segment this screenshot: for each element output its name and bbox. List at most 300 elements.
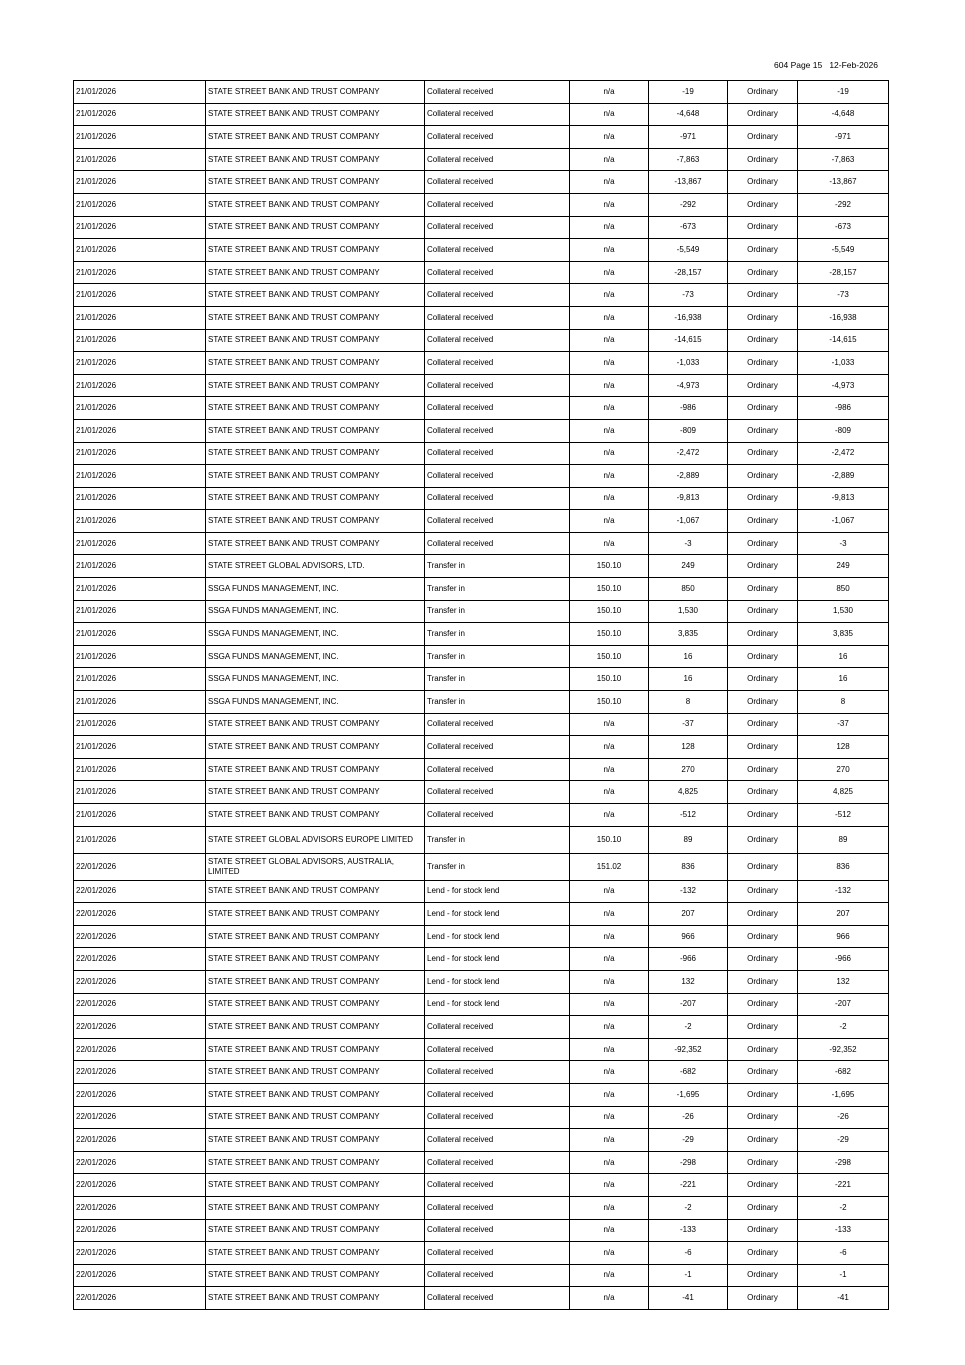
consideration-cell: n/a [570,487,649,510]
quantity-cell: -1,033 [649,352,728,375]
quantity-cell: -29 [649,1129,728,1152]
quantity-cell: -13,867 [649,171,728,194]
table-row [74,419,889,442]
quantity-cell: -221 [649,1174,728,1197]
quantity-cell: -1,067 [649,510,728,533]
date-cell: 21/01/2026 [74,103,206,126]
nature-cell: Collateral received [425,374,570,397]
consideration-cell: n/a [570,397,649,420]
table-row [74,1129,889,1152]
quantity-cell: 836 [649,853,728,880]
consideration-cell: 151.02 [570,853,649,880]
page-number: Page 15 [790,60,823,70]
consideration-cell: n/a [570,1264,649,1287]
votes-cell: 3,835 [798,623,889,646]
quantity-cell: -37 [649,713,728,736]
votes-cell: -19 [798,81,889,104]
person-cell: STATE STREET BANK AND TRUST COMPANY [206,1242,425,1265]
votes-cell: -29 [798,1129,889,1152]
nature-cell: Collateral received [425,736,570,759]
date-cell: 22/01/2026 [74,1219,206,1242]
consideration-cell: n/a [570,736,649,759]
date-cell: 21/01/2026 [74,284,206,307]
date-cell: 21/01/2026 [74,758,206,781]
person-cell: STATE STREET BANK AND TRUST COMPANY [206,1083,425,1106]
consideration-cell: n/a [570,1219,649,1242]
consideration-cell: n/a [570,1151,649,1174]
table-row [74,397,889,420]
quantity-cell: -92,352 [649,1038,728,1061]
quantity-cell: 850 [649,578,728,601]
nature-cell: Lend - for stock lend [425,948,570,971]
nature-cell: Collateral received [425,465,570,488]
date-cell: 22/01/2026 [74,993,206,1016]
votes-cell: -298 [798,1151,889,1174]
table-row [74,1174,889,1197]
votes-cell: -986 [798,397,889,420]
table-row [74,442,889,465]
nature-cell: Lend - for stock lend [425,903,570,926]
date-cell: 21/01/2026 [74,261,206,284]
votes-cell: 16 [798,668,889,691]
class-cell: Ordinary [728,284,798,307]
class-cell: Ordinary [728,442,798,465]
consideration-cell: 150.10 [570,623,649,646]
class-cell: Ordinary [728,126,798,149]
quantity-cell: -2,472 [649,442,728,465]
consideration-cell: n/a [570,1196,649,1219]
table-row [74,306,889,329]
consideration-cell: n/a [570,948,649,971]
consideration-cell: n/a [570,374,649,397]
date-cell: 21/01/2026 [74,306,206,329]
table-row [74,555,889,578]
person-cell: STATE STREET BANK AND TRUST COMPANY [206,736,425,759]
class-cell: Ordinary [728,374,798,397]
consideration-cell: n/a [570,171,649,194]
class-cell: Ordinary [728,171,798,194]
table-row [74,352,889,375]
consideration-cell: n/a [570,103,649,126]
person-cell: STATE STREET BANK AND TRUST COMPANY [206,510,425,533]
quantity-cell: 89 [649,826,728,853]
votes-cell: 836 [798,853,889,880]
quantity-cell: 4,825 [649,781,728,804]
date-cell: 21/01/2026 [74,804,206,827]
nature-cell: Collateral received [425,510,570,533]
class-cell: Ordinary [728,1129,798,1152]
votes-cell: -1,695 [798,1083,889,1106]
consideration-cell: n/a [570,532,649,555]
person-cell: STATE STREET BANK AND TRUST COMPANY [206,903,425,926]
table-row [74,578,889,601]
person-cell: SSGA FUNDS MANAGEMENT, INC. [206,645,425,668]
consideration-cell: n/a [570,81,649,104]
class-cell: Ordinary [728,880,798,903]
consideration-cell: n/a [570,1061,649,1084]
nature-cell: Collateral received [425,306,570,329]
person-cell: STATE STREET BANK AND TRUST COMPANY [206,487,425,510]
nature-cell: Collateral received [425,103,570,126]
nature-cell: Lend - for stock lend [425,880,570,903]
nature-cell: Collateral received [425,1242,570,1265]
quantity-cell: 132 [649,970,728,993]
table-row [74,465,889,488]
quantity-cell: 270 [649,758,728,781]
table-row [74,284,889,307]
nature-cell: Transfer in [425,668,570,691]
consideration-cell: n/a [570,306,649,329]
table-row [74,1264,889,1287]
date-cell: 21/01/2026 [74,374,206,397]
table-row [74,1242,889,1265]
consideration-cell: n/a [570,1106,649,1129]
date-cell: 22/01/2026 [74,1287,206,1310]
person-cell: STATE STREET BANK AND TRUST COMPANY [206,239,425,262]
date-cell: 21/01/2026 [74,171,206,194]
person-cell: STATE STREET BANK AND TRUST COMPANY [206,171,425,194]
class-cell: Ordinary [728,1038,798,1061]
votes-cell: -37 [798,713,889,736]
nature-cell: Collateral received [425,532,570,555]
votes-cell: -132 [798,880,889,903]
nature-cell: Transfer in [425,578,570,601]
class-cell: Ordinary [728,600,798,623]
quantity-cell: 966 [649,925,728,948]
nature-cell: Transfer in [425,853,570,880]
person-cell: STATE STREET GLOBAL ADVISORS, LTD. [206,555,425,578]
quantity-cell: -971 [649,126,728,149]
table-row [74,1151,889,1174]
consideration-cell: n/a [570,1038,649,1061]
person-cell: STATE STREET BANK AND TRUST COMPANY [206,1038,425,1061]
nature-cell: Collateral received [425,419,570,442]
table-row [74,623,889,646]
consideration-cell: n/a [570,216,649,239]
quantity-cell: -28,157 [649,261,728,284]
class-cell: Ordinary [728,532,798,555]
votes-cell: 89 [798,826,889,853]
quantity-cell: 3,835 [649,623,728,646]
date-cell: 21/01/2026 [74,487,206,510]
quantity-cell: -207 [649,993,728,1016]
date-cell: 22/01/2026 [74,1129,206,1152]
table-row [74,925,889,948]
class-cell: Ordinary [728,1151,798,1174]
nature-cell: Collateral received [425,487,570,510]
class-cell: Ordinary [728,736,798,759]
nature-cell: Collateral received [425,1016,570,1039]
consideration-cell: 150.10 [570,600,649,623]
quantity-cell: 207 [649,903,728,926]
nature-cell: Collateral received [425,1129,570,1152]
votes-cell: -966 [798,948,889,971]
table-row [74,600,889,623]
quantity-cell: -41 [649,1287,728,1310]
date-cell: 21/01/2026 [74,623,206,646]
class-cell: Ordinary [728,1196,798,1219]
person-cell: STATE STREET GLOBAL ADVISORS EUROPE LIMITED [206,826,425,853]
consideration-cell: n/a [570,126,649,149]
class-cell: Ordinary [728,216,798,239]
consideration-cell: n/a [570,880,649,903]
quantity-cell: -5,549 [649,239,728,262]
consideration-cell: n/a [570,970,649,993]
consideration-cell: n/a [570,148,649,171]
class-cell: Ordinary [728,510,798,533]
quantity-cell: -298 [649,1151,728,1174]
table-row [74,329,889,352]
consideration-cell: n/a [570,352,649,375]
person-cell: STATE STREET BANK AND TRUST COMPANY [206,81,425,104]
quantity-cell: 1,530 [649,600,728,623]
votes-cell: -28,157 [798,261,889,284]
person-cell: STATE STREET BANK AND TRUST COMPANY [206,1016,425,1039]
person-cell: STATE STREET BANK AND TRUST COMPANY [206,103,425,126]
person-cell: STATE STREET BANK AND TRUST COMPANY [206,193,425,216]
table-row [74,1083,889,1106]
person-cell: STATE STREET BANK AND TRUST COMPANY [206,781,425,804]
person-cell: STATE STREET BANK AND TRUST COMPANY [206,1287,425,1310]
class-cell: Ordinary [728,623,798,646]
table-row [74,487,889,510]
quantity-cell: -14,615 [649,329,728,352]
votes-cell: -92,352 [798,1038,889,1061]
consideration-cell: n/a [570,1174,649,1197]
consideration-cell: 150.10 [570,668,649,691]
consideration-cell: n/a [570,903,649,926]
person-cell: STATE STREET BANK AND TRUST COMPANY [206,1219,425,1242]
votes-cell: 4,825 [798,781,889,804]
date-cell: 21/01/2026 [74,442,206,465]
class-cell: Ordinary [728,970,798,993]
person-cell: STATE STREET BANK AND TRUST COMPANY [206,329,425,352]
quantity-cell: -3 [649,532,728,555]
quantity-cell: -1 [649,1264,728,1287]
nature-cell: Collateral received [425,352,570,375]
class-cell: Ordinary [728,352,798,375]
nature-cell: Transfer in [425,623,570,646]
date-cell: 21/01/2026 [74,239,206,262]
consideration-cell: 150.10 [570,645,649,668]
nature-cell: Collateral received [425,397,570,420]
class-cell: Ordinary [728,148,798,171]
date-cell: 21/01/2026 [74,555,206,578]
votes-cell: -73 [798,284,889,307]
votes-cell: -7,863 [798,148,889,171]
votes-cell: 207 [798,903,889,926]
date-cell: 21/01/2026 [74,352,206,375]
nature-cell: Collateral received [425,261,570,284]
date-cell: 22/01/2026 [74,970,206,993]
date-cell: 22/01/2026 [74,1083,206,1106]
consideration-cell: n/a [570,993,649,1016]
class-cell: Ordinary [728,465,798,488]
date-cell: 21/01/2026 [74,419,206,442]
nature-cell: Lend - for stock lend [425,925,570,948]
consideration-cell: n/a [570,1129,649,1152]
person-cell: STATE STREET BANK AND TRUST COMPANY [206,1151,425,1174]
quantity-cell: -7,863 [649,148,728,171]
class-cell: Ordinary [728,826,798,853]
table-row [74,1016,889,1039]
votes-cell: -207 [798,993,889,1016]
quantity-cell: -292 [649,193,728,216]
nature-cell: Collateral received [425,239,570,262]
class-cell: Ordinary [728,1264,798,1287]
consideration-cell: n/a [570,329,649,352]
page-header [0,60,878,70]
nature-cell: Collateral received [425,1219,570,1242]
nature-cell: Transfer in [425,645,570,668]
consideration-cell: n/a [570,804,649,827]
person-cell: SSGA FUNDS MANAGEMENT, INC. [206,668,425,691]
nature-cell: Collateral received [425,1174,570,1197]
votes-cell: -292 [798,193,889,216]
quantity-cell: -512 [649,804,728,827]
nature-cell: Lend - for stock lend [425,970,570,993]
votes-cell: 249 [798,555,889,578]
quantity-cell: -4,973 [649,374,728,397]
nature-cell: Collateral received [425,148,570,171]
table-row [74,826,889,853]
class-cell: Ordinary [728,193,798,216]
quantity-cell: 249 [649,555,728,578]
table-row [74,532,889,555]
date-cell: 21/01/2026 [74,691,206,714]
date-cell: 21/01/2026 [74,600,206,623]
person-cell: STATE STREET BANK AND TRUST COMPANY [206,374,425,397]
table-row [74,903,889,926]
consideration-cell: n/a [570,510,649,533]
consideration-cell: n/a [570,1016,649,1039]
table-row [74,668,889,691]
person-cell: STATE STREET BANK AND TRUST COMPANY [206,1129,425,1152]
date-cell: 22/01/2026 [74,1151,206,1174]
class-cell: Ordinary [728,261,798,284]
class-cell: Ordinary [728,1016,798,1039]
votes-cell: 270 [798,758,889,781]
date-cell: 22/01/2026 [74,1242,206,1265]
votes-cell: -5,549 [798,239,889,262]
date-cell: 21/01/2026 [74,532,206,555]
date-cell: 21/01/2026 [74,126,206,149]
class-cell: Ordinary [728,1083,798,1106]
quantity-cell: -2,889 [649,465,728,488]
votes-cell: -16,938 [798,306,889,329]
class-cell: Ordinary [728,1061,798,1084]
quantity-cell: -16,938 [649,306,728,329]
form-code: 604 [774,60,789,70]
quantity-cell: -9,813 [649,487,728,510]
nature-cell: Lend - for stock lend [425,993,570,1016]
class-cell: Ordinary [728,925,798,948]
nature-cell: Collateral received [425,1196,570,1219]
nature-cell: Collateral received [425,1061,570,1084]
table-body [74,81,889,1310]
date-cell: 21/01/2026 [74,216,206,239]
class-cell: Ordinary [728,1242,798,1265]
nature-cell: Collateral received [425,1287,570,1310]
nature-cell: Collateral received [425,193,570,216]
date-cell: 21/01/2026 [74,510,206,533]
votes-cell: -2,889 [798,465,889,488]
consideration-cell: n/a [570,465,649,488]
votes-cell: 966 [798,925,889,948]
class-cell: Ordinary [728,1106,798,1129]
votes-cell: -13,867 [798,171,889,194]
votes-cell: -1 [798,1264,889,1287]
person-cell: SSGA FUNDS MANAGEMENT, INC. [206,578,425,601]
person-cell: SSGA FUNDS MANAGEMENT, INC. [206,691,425,714]
person-cell: STATE STREET BANK AND TRUST COMPANY [206,148,425,171]
person-cell: STATE STREET BANK AND TRUST COMPANY [206,532,425,555]
nature-cell: Collateral received [425,81,570,104]
consideration-cell: n/a [570,713,649,736]
quantity-cell: -809 [649,419,728,442]
consideration-cell: n/a [570,1242,649,1265]
person-cell: STATE STREET BANK AND TRUST COMPANY [206,442,425,465]
consideration-cell: n/a [570,419,649,442]
class-cell: Ordinary [728,993,798,1016]
date-cell: 21/01/2026 [74,826,206,853]
person-cell: STATE STREET BANK AND TRUST COMPANY [206,306,425,329]
class-cell: Ordinary [728,853,798,880]
person-cell: STATE STREET BANK AND TRUST COMPANY [206,993,425,1016]
nature-cell: Collateral received [425,804,570,827]
quantity-cell: -132 [649,880,728,903]
quantity-cell: -133 [649,1219,728,1242]
date-cell: 22/01/2026 [74,1106,206,1129]
nature-cell: Collateral received [425,1083,570,1106]
table-row [74,81,889,104]
votes-cell: -682 [798,1061,889,1084]
date-cell: 21/01/2026 [74,193,206,216]
votes-cell: -14,615 [798,329,889,352]
class-cell: Ordinary [728,758,798,781]
quantity-cell: -966 [649,948,728,971]
class-cell: Ordinary [728,668,798,691]
person-cell: STATE STREET GLOBAL ADVISORS, AUSTRALIA, LIMITED [206,853,425,880]
votes-cell: 8 [798,691,889,714]
person-cell: STATE STREET BANK AND TRUST COMPANY [206,758,425,781]
table-row [74,853,889,880]
table-row [74,713,889,736]
votes-cell: -673 [798,216,889,239]
class-cell: Ordinary [728,1287,798,1310]
votes-cell: 128 [798,736,889,759]
class-cell: Ordinary [728,1174,798,1197]
consideration-cell: 150.10 [570,691,649,714]
quantity-cell: -6 [649,1242,728,1265]
consideration-cell: n/a [570,442,649,465]
votes-cell: -221 [798,1174,889,1197]
consideration-cell: 150.10 [570,578,649,601]
nature-cell: Collateral received [425,1264,570,1287]
table-row [74,645,889,668]
table-row [74,148,889,171]
date-cell: 21/01/2026 [74,668,206,691]
person-cell: STATE STREET BANK AND TRUST COMPANY [206,397,425,420]
votes-cell: -2,472 [798,442,889,465]
person-cell: STATE STREET BANK AND TRUST COMPANY [206,284,425,307]
table-row [74,171,889,194]
class-cell: Ordinary [728,804,798,827]
class-cell: Ordinary [728,397,798,420]
date-cell: 22/01/2026 [74,925,206,948]
nature-cell: Collateral received [425,713,570,736]
quantity-cell: -2 [649,1196,728,1219]
